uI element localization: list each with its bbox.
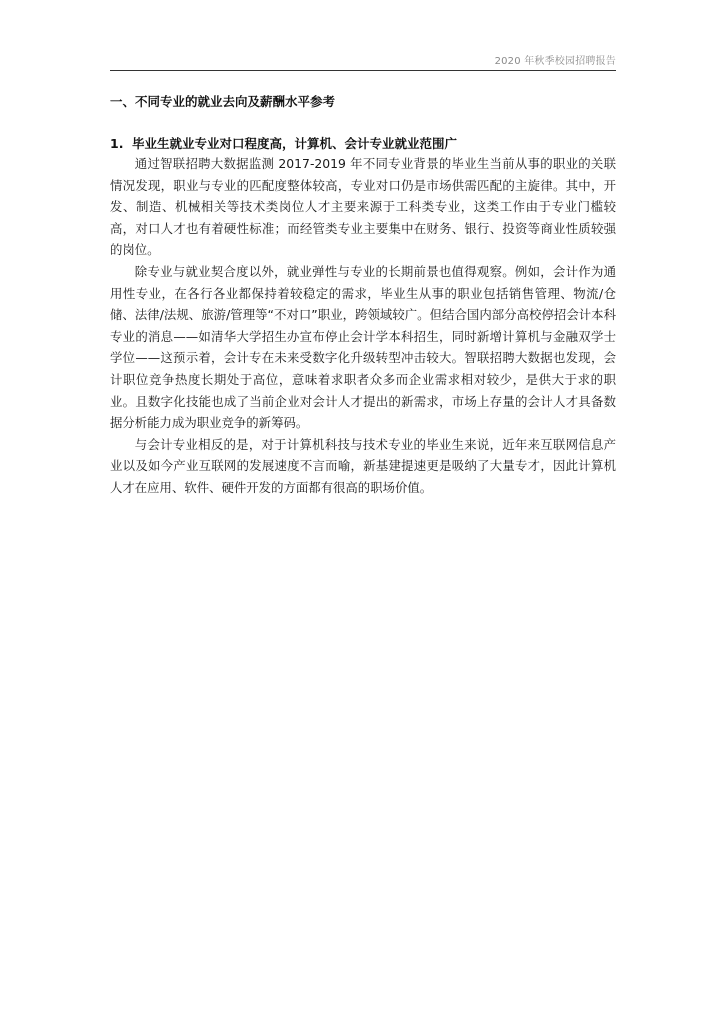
paragraph-computer-science: 与会计专业相反的是，对于计算机科技与技术专业的毕业生来说，近年来互联网信息产业以及如今产业互联网的发展速度不言而喻，新基建提速更是吸纳了大量专才，因此计算机人才在应用、软件、硬件开发的方面都有很高的职场价值。 (110, 436, 616, 495)
subsection-title-text: 毕业生就业专业对口程度高，计算机、会计专业就业范围广 (132, 136, 458, 151)
section-heading: 一、不同专业的就业去向及薪酬水平参考 (110, 94, 336, 109)
running-header: 2020 年秋季校园招聘报告 (494, 56, 616, 67)
subsection-heading (110, 134, 457, 152)
body-text (110, 153, 616, 499)
subsection-number: 1. (110, 136, 124, 151)
header-divider (110, 70, 616, 71)
paragraph-matching: 通过智联招聘大数据监测 2017-2019 年不同专业背景的毕业生当前从事的职业的关联情况发现，职业与专业的匹配度整体较高，专业对口仍是市场供需匹配的主旋律。其中，开发、制造、机械相关等技术类岗位人才主要来源于工科类专业，这类工作由于专业门槛较高，对口人才也有着硬性标准；而经管类专业主要集中在财务、银行、投资等商业性质较强的岗位。 (110, 156, 616, 258)
paragraph-accounting: 除专业与就业契合度以外，就业弹性与专业的长期前景也值得观察。例如，会计作为通用性专业，在各行各业都保持着较稳定的需求，毕业生从事的职业包括销售管理、物流/仓储、法律/法规、旅游/管理等“不对口”职业，跨领域较广。但结合国内部分高校停招会计本科专业的消息——如清华大学招生办宣布停止会计学本科招生，同时新增计算机与金融双学士学位——这预示着，会计专在未来受数字化升级转型冲击较大。智联招聘大数据也发现，会计职位竞争热度长期处于高位，意味着求职者众多而企业需求相对较少，是供大于求的职业。且数字化技能也成了当前企业对会计人才提出的新需求，市场上存量的会计人才具备数据分析能力成为职业竞争的新筹码。 (110, 263, 616, 431)
